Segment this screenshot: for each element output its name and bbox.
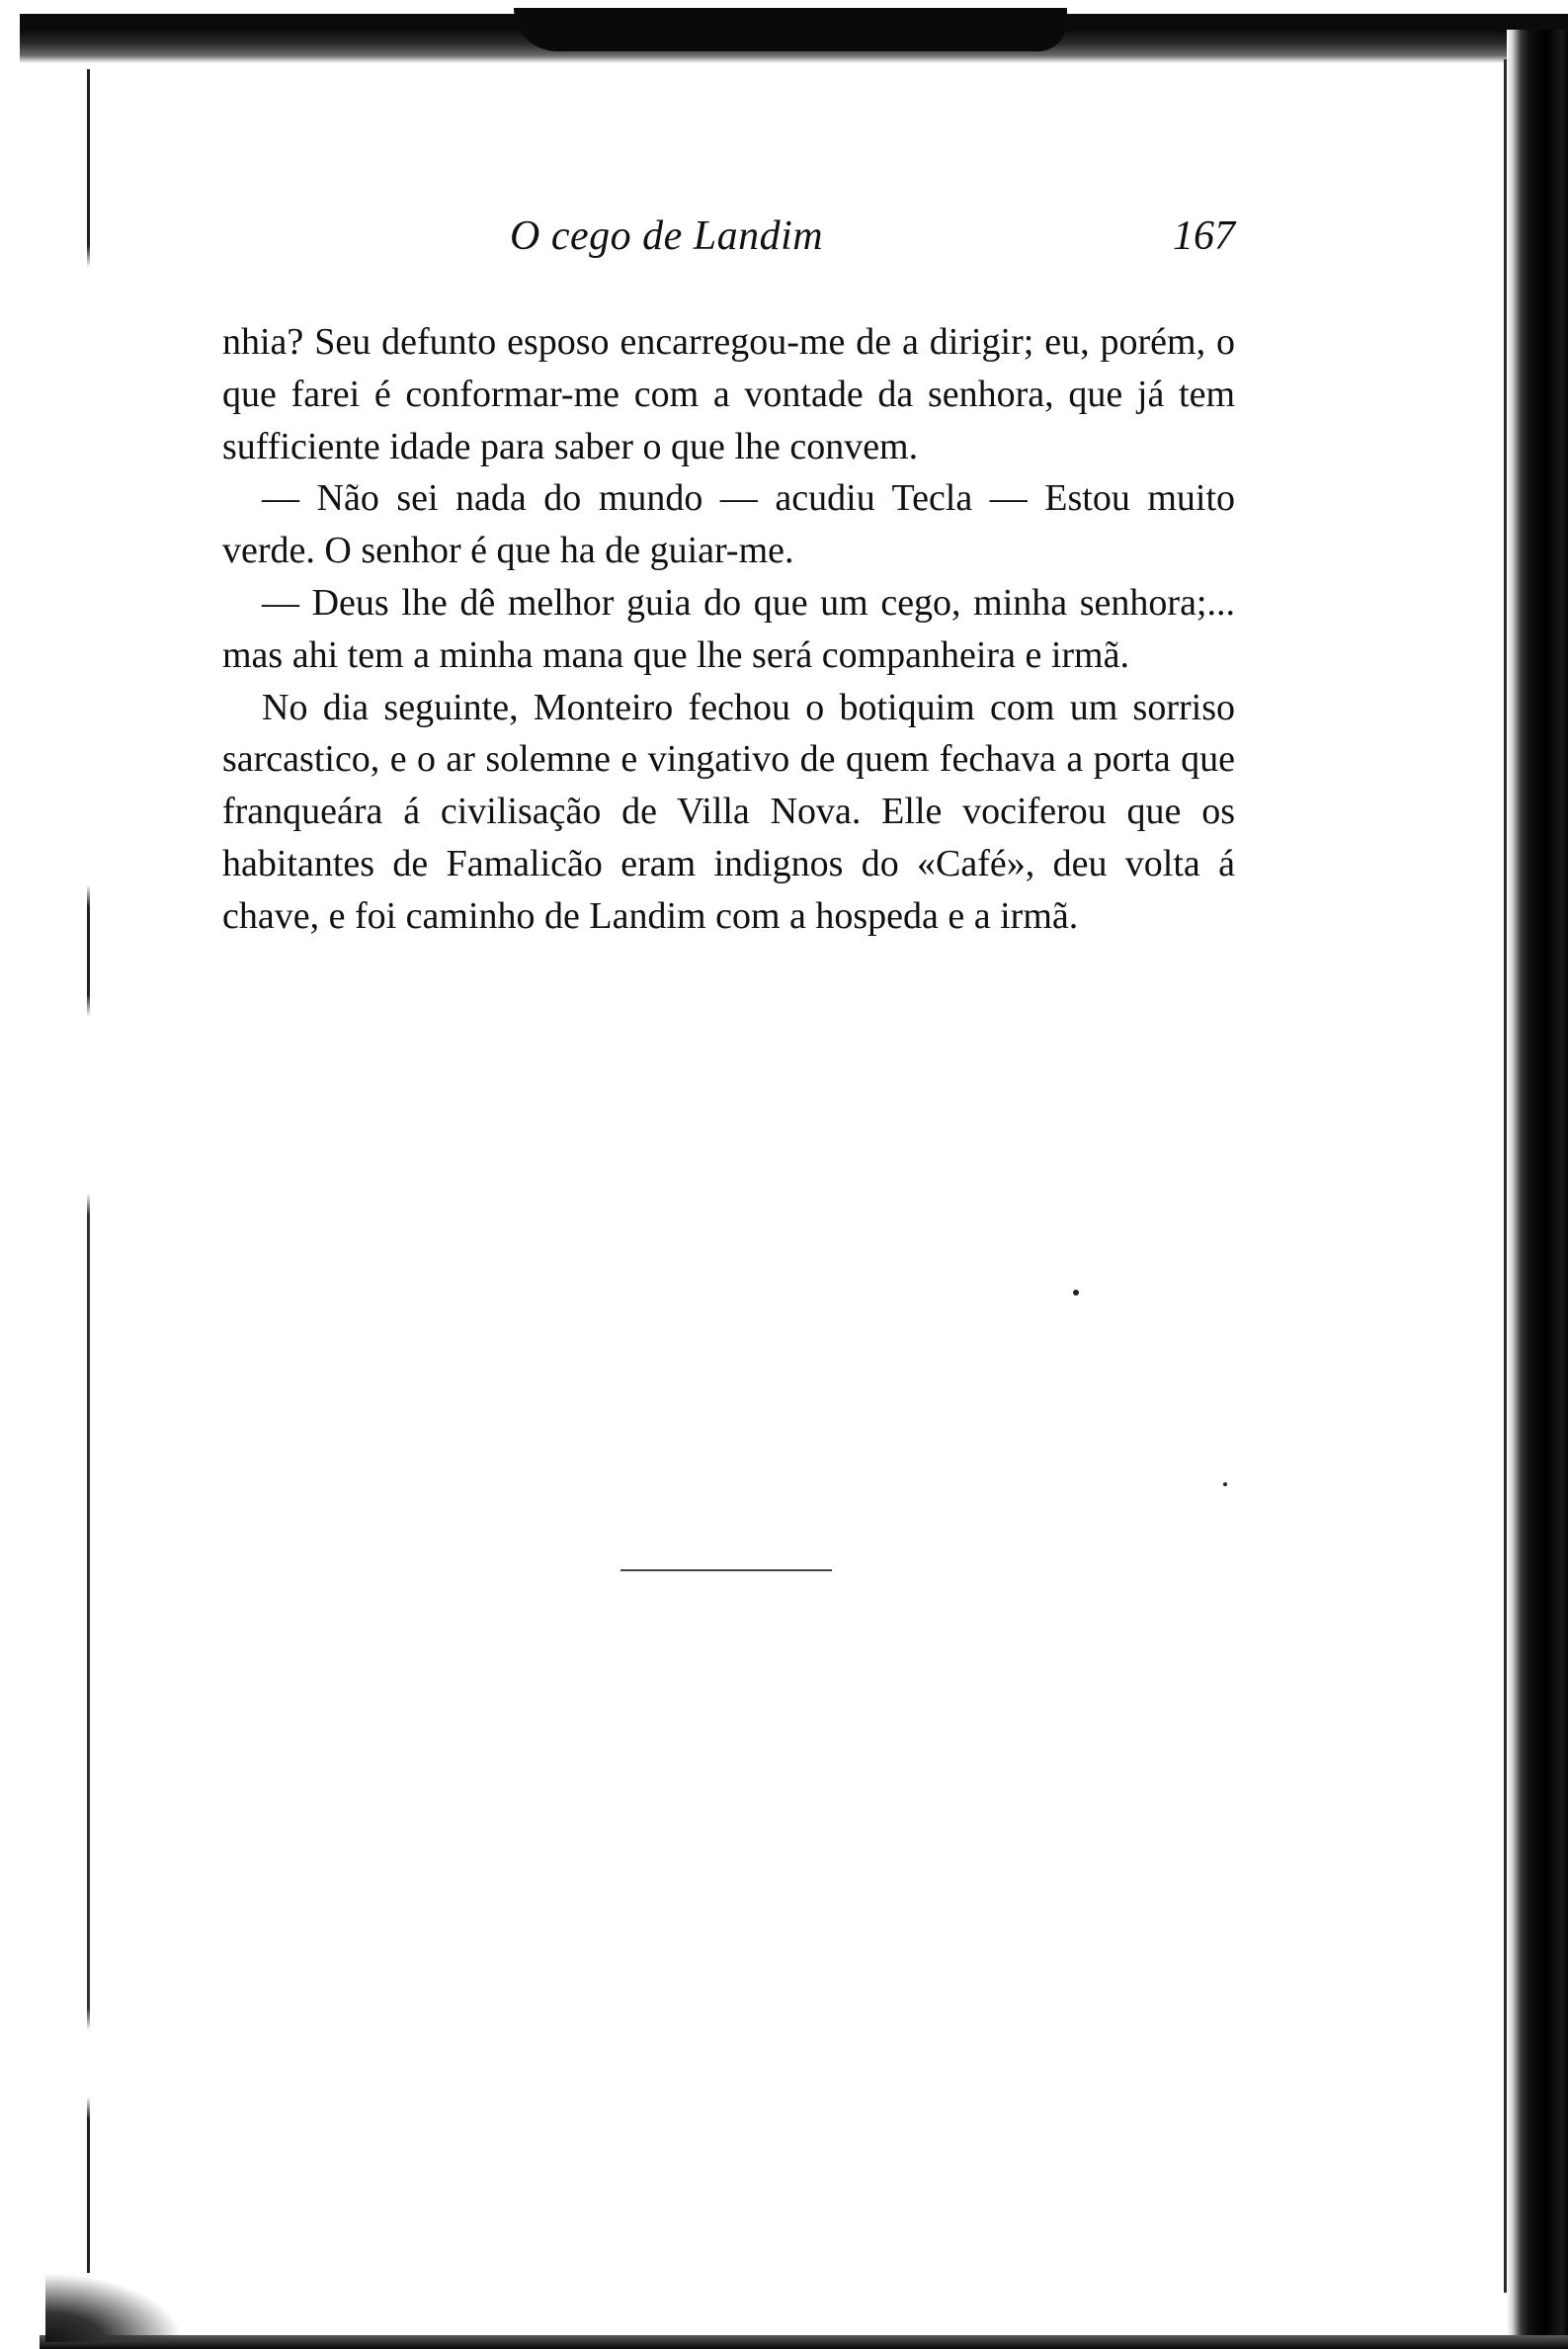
paragraph: — Não sei nada do mundo — acudiu Tecla — Estou muito verde. O senhor é que ha de guiar-me. [222,477,1235,572]
scan-bottom-edge [40,2335,1568,2349]
scan-right-inner-line [1504,59,1507,2293]
paragraph: nhia? Seu defunto esposo encarregou-me de a dirigir; eu, porém, o que farei é conformar-me com a vontade da senhora, que já tem sufficiente idade para saber o que lhe convem. [222,321,1235,467]
paragraph: — Deus lhe dê melhor guia do que um cego, minha senhora;... mas ahi tem a minha mana que lhe será companheira e irmã. [222,581,1235,676]
running-head [217,212,1235,272]
paragraph: No dia seguinte, Monteiro fechou o botiquim com um sorriso sarcastico, e o ar solemne e vingativo de quem fechava a porta que franqueára á civilisação de Villa Nova. Elle vociferou que os habitantes de Famalicão eram indignos do «Café», deu volta á chave, e foi caminho de Landim com a hospeda e a irmã. [222,686,1235,937]
running-title: O cego de Landim [510,213,824,259]
scan-speck [1223,1482,1227,1486]
body-text [222,316,1235,943]
scan-right-edge [1507,30,1568,2349]
page-number: 167 [1173,213,1235,259]
scan-left-gutter-line [87,69,90,2273]
end-rule [620,1569,832,1571]
scan-bottom-left-shadow [45,2273,184,2342]
scan-top-smudge [514,8,1067,51]
scan-speck [1073,1290,1079,1296]
